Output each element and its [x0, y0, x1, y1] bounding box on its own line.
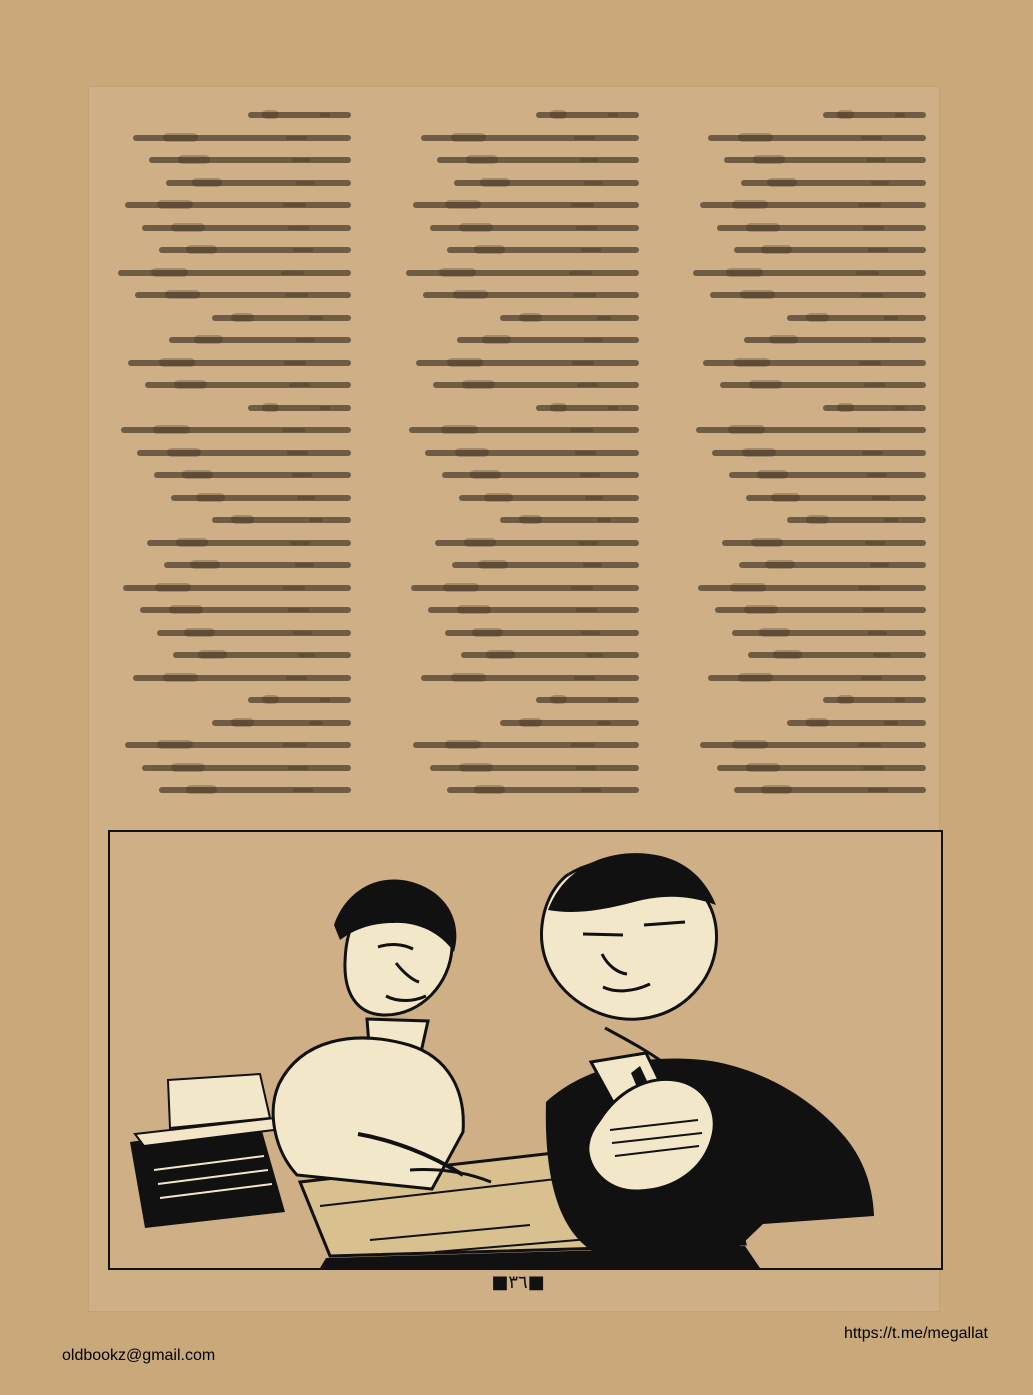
text-line	[428, 607, 639, 613]
text-line	[734, 787, 926, 793]
text-line	[154, 472, 351, 478]
text-line	[700, 742, 926, 748]
text-line	[166, 180, 351, 186]
text-line	[724, 157, 926, 163]
text-line	[125, 742, 351, 748]
text-line	[169, 337, 351, 343]
illustration-svg	[110, 832, 941, 1268]
text-line	[739, 562, 926, 568]
text-line	[413, 742, 639, 748]
text-line	[164, 562, 351, 568]
text-line	[435, 540, 639, 546]
text-line	[212, 720, 351, 726]
text-line	[787, 315, 926, 321]
office-illustration	[108, 830, 943, 1270]
text-line	[157, 630, 351, 636]
text-line	[147, 540, 351, 546]
text-line	[121, 427, 351, 433]
text-line	[212, 517, 351, 523]
text-line	[712, 450, 926, 456]
text-line	[729, 472, 926, 478]
text-line	[413, 202, 639, 208]
text-line	[717, 225, 926, 231]
text-line	[722, 540, 926, 546]
text-line	[746, 495, 926, 501]
text-line	[787, 517, 926, 523]
text-line	[133, 675, 351, 681]
text-line	[698, 585, 926, 591]
text-line	[135, 292, 351, 298]
page-number: ■٣٦■	[491, 1272, 545, 1293]
text-line	[500, 720, 639, 726]
text-line	[423, 292, 639, 298]
text-line	[137, 450, 351, 456]
text-line	[416, 360, 639, 366]
text-line	[212, 315, 351, 321]
text-line	[710, 292, 926, 298]
text-line	[133, 135, 351, 141]
text-line	[409, 427, 639, 433]
text-line	[454, 180, 639, 186]
text-line	[248, 697, 351, 703]
text-line	[447, 247, 639, 253]
text-column-left	[111, 102, 351, 810]
text-line	[708, 675, 926, 681]
text-line	[140, 607, 351, 613]
text-line	[421, 675, 639, 681]
text-line	[744, 337, 926, 343]
text-line	[500, 315, 639, 321]
text-column-middle	[399, 102, 639, 810]
text-line	[717, 765, 926, 771]
text-line	[118, 270, 351, 276]
text-line	[457, 337, 639, 343]
text-line	[142, 765, 351, 771]
text-line	[696, 427, 926, 433]
text-line	[248, 405, 351, 411]
text-line	[734, 247, 926, 253]
text-line	[536, 697, 639, 703]
text-line	[433, 382, 639, 388]
text-line	[128, 360, 351, 366]
text-line	[823, 697, 926, 703]
footer-email: oldbookz@gmail.com	[62, 1347, 216, 1364]
text-line	[447, 787, 639, 793]
text-line	[425, 450, 639, 456]
text-line	[536, 405, 639, 411]
text-line	[421, 135, 639, 141]
text-line	[442, 472, 639, 478]
text-line	[693, 270, 926, 276]
text-line	[500, 517, 639, 523]
text-line	[536, 112, 639, 118]
text-line	[748, 652, 926, 658]
text-line	[715, 607, 926, 613]
text-line	[430, 765, 639, 771]
text-line	[406, 270, 639, 276]
text-line	[437, 157, 639, 163]
text-line	[459, 495, 639, 501]
text-line	[159, 787, 351, 793]
text-line	[708, 135, 926, 141]
text-line	[142, 225, 351, 231]
text-line	[159, 247, 351, 253]
text-column-right	[686, 102, 926, 810]
text-line	[123, 585, 351, 591]
text-line	[125, 202, 351, 208]
text-line	[248, 112, 351, 118]
footer-url: https://t.me/megallat	[843, 1325, 988, 1342]
text-line	[741, 180, 926, 186]
text-line	[173, 652, 351, 658]
text-line	[445, 630, 639, 636]
text-line	[430, 225, 639, 231]
text-line	[732, 630, 926, 636]
text-line	[171, 495, 351, 501]
text-line	[787, 720, 926, 726]
text-line	[452, 562, 639, 568]
text-line	[720, 382, 926, 388]
text-line	[700, 202, 926, 208]
text-line	[823, 112, 926, 118]
text-line	[411, 585, 639, 591]
text-line	[703, 360, 926, 366]
text-line	[823, 405, 926, 411]
text-line	[149, 157, 351, 163]
text-line	[145, 382, 351, 388]
text-line	[461, 652, 639, 658]
